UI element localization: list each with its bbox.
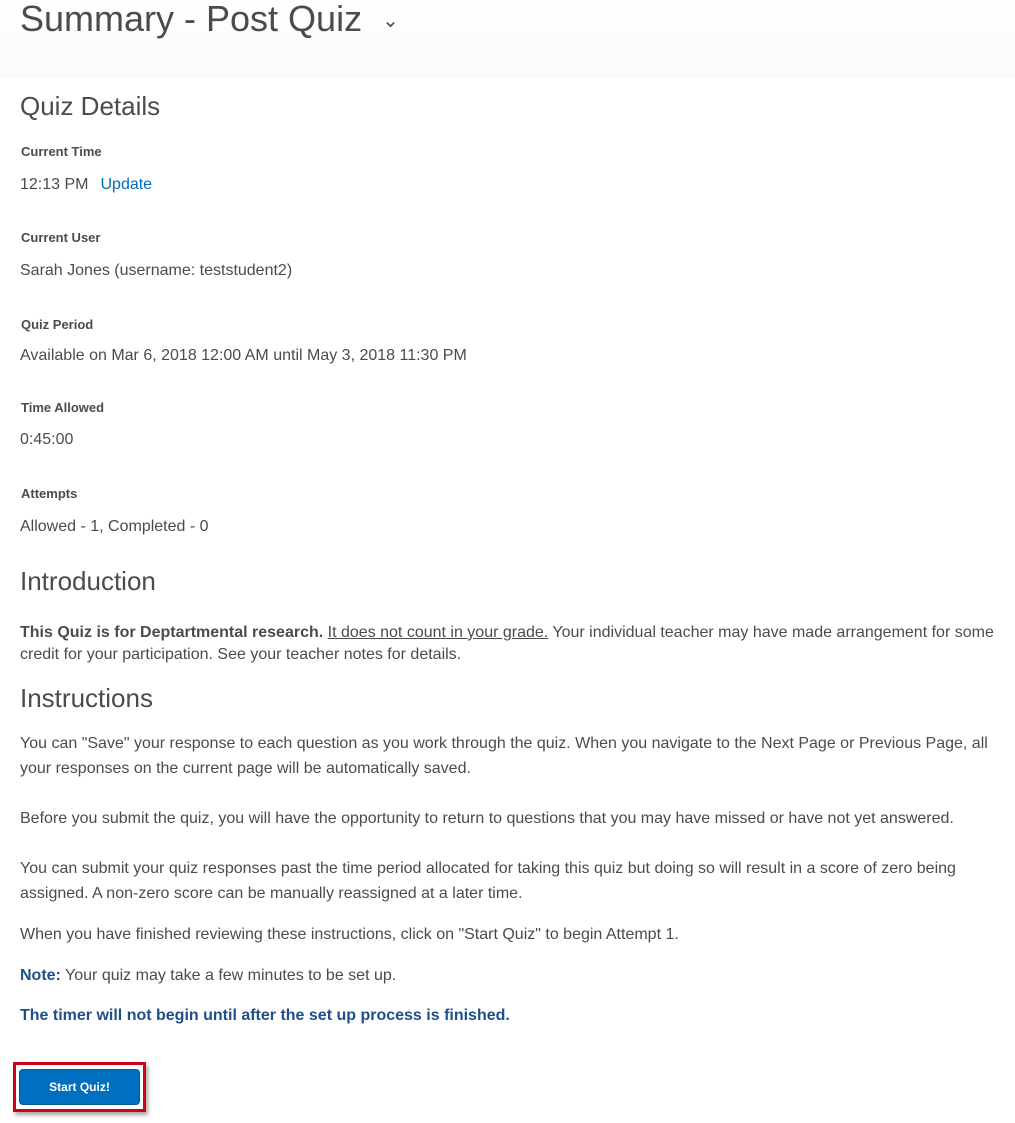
- instructions-heading: Instructions: [20, 683, 153, 713]
- attempts-label: Attempts: [21, 486, 78, 501]
- current-user-value: Sarah Jones (username: teststudent2): [20, 262, 293, 279]
- intro-bold-text: This Quiz is for Deptartmental research.: [20, 624, 324, 641]
- intro-rest-text: Your individual teacher may have made arrangement for some credit for your participation. See your teacher notes for details.: [20, 624, 994, 663]
- quiz-period-value: Available on Mar 6, 2018 12:00 AM until May 3, 2018 11:30 PM: [20, 347, 467, 364]
- instructions-paragraph-2: Before you submit the quiz, you will have the opportunity to return to questions that you may have missed or have not yet answered.: [20, 810, 954, 827]
- introduction-text: [20, 622, 1005, 666]
- current-time-label: Current Time: [21, 144, 102, 159]
- time-allowed-label: Time Allowed: [21, 400, 105, 415]
- instructions-paragraph-4: When you have finished reviewing these instructions, click on "Start Quiz" to begin Attempt 1.: [20, 926, 679, 943]
- quiz-period-label: Quiz Period: [21, 317, 94, 332]
- current-time-value: 12:13 PM: [20, 176, 89, 193]
- note-label: Note:: [20, 967, 61, 984]
- chevron-down-icon[interactable]: ⌄: [382, 10, 399, 33]
- instructions-paragraph-1: You can "Save" your response to each question as you work through the quiz. When you navigate to the Next Page or Previous Page, all your responses on the current page will be automatically saved.: [20, 735, 988, 777]
- current-user-label: Current User: [21, 230, 101, 245]
- attempts-value: Allowed - 1, Completed - 0: [20, 518, 209, 535]
- timer-notice: The timer will not begin until after the set up process is finished.: [20, 1007, 510, 1024]
- start-quiz-button[interactable]: Start Quiz!: [19, 1069, 140, 1105]
- note-text: Your quiz may take a few minutes to be set up.: [60, 967, 397, 984]
- quiz-details-heading: Quiz Details: [20, 91, 161, 121]
- update-time-link[interactable]: Update: [100, 176, 153, 193]
- instructions-paragraph-3: You can submit your quiz responses past the time period allocated for taking this quiz but doing so will result in a score of zero being assigned. A non-zero score can be manually reassigned at a later time.: [20, 860, 956, 902]
- setup-note: [20, 963, 1005, 988]
- page-title-text: Summary - Post Quiz: [20, 0, 363, 39]
- introduction-heading: Introduction: [20, 566, 156, 596]
- intro-underlined-text: It does not count in your grade.: [327, 624, 549, 641]
- time-allowed-value: 0:45:00: [20, 431, 74, 448]
- page-title: [20, 0, 399, 42]
- current-time-row: [20, 174, 152, 196]
